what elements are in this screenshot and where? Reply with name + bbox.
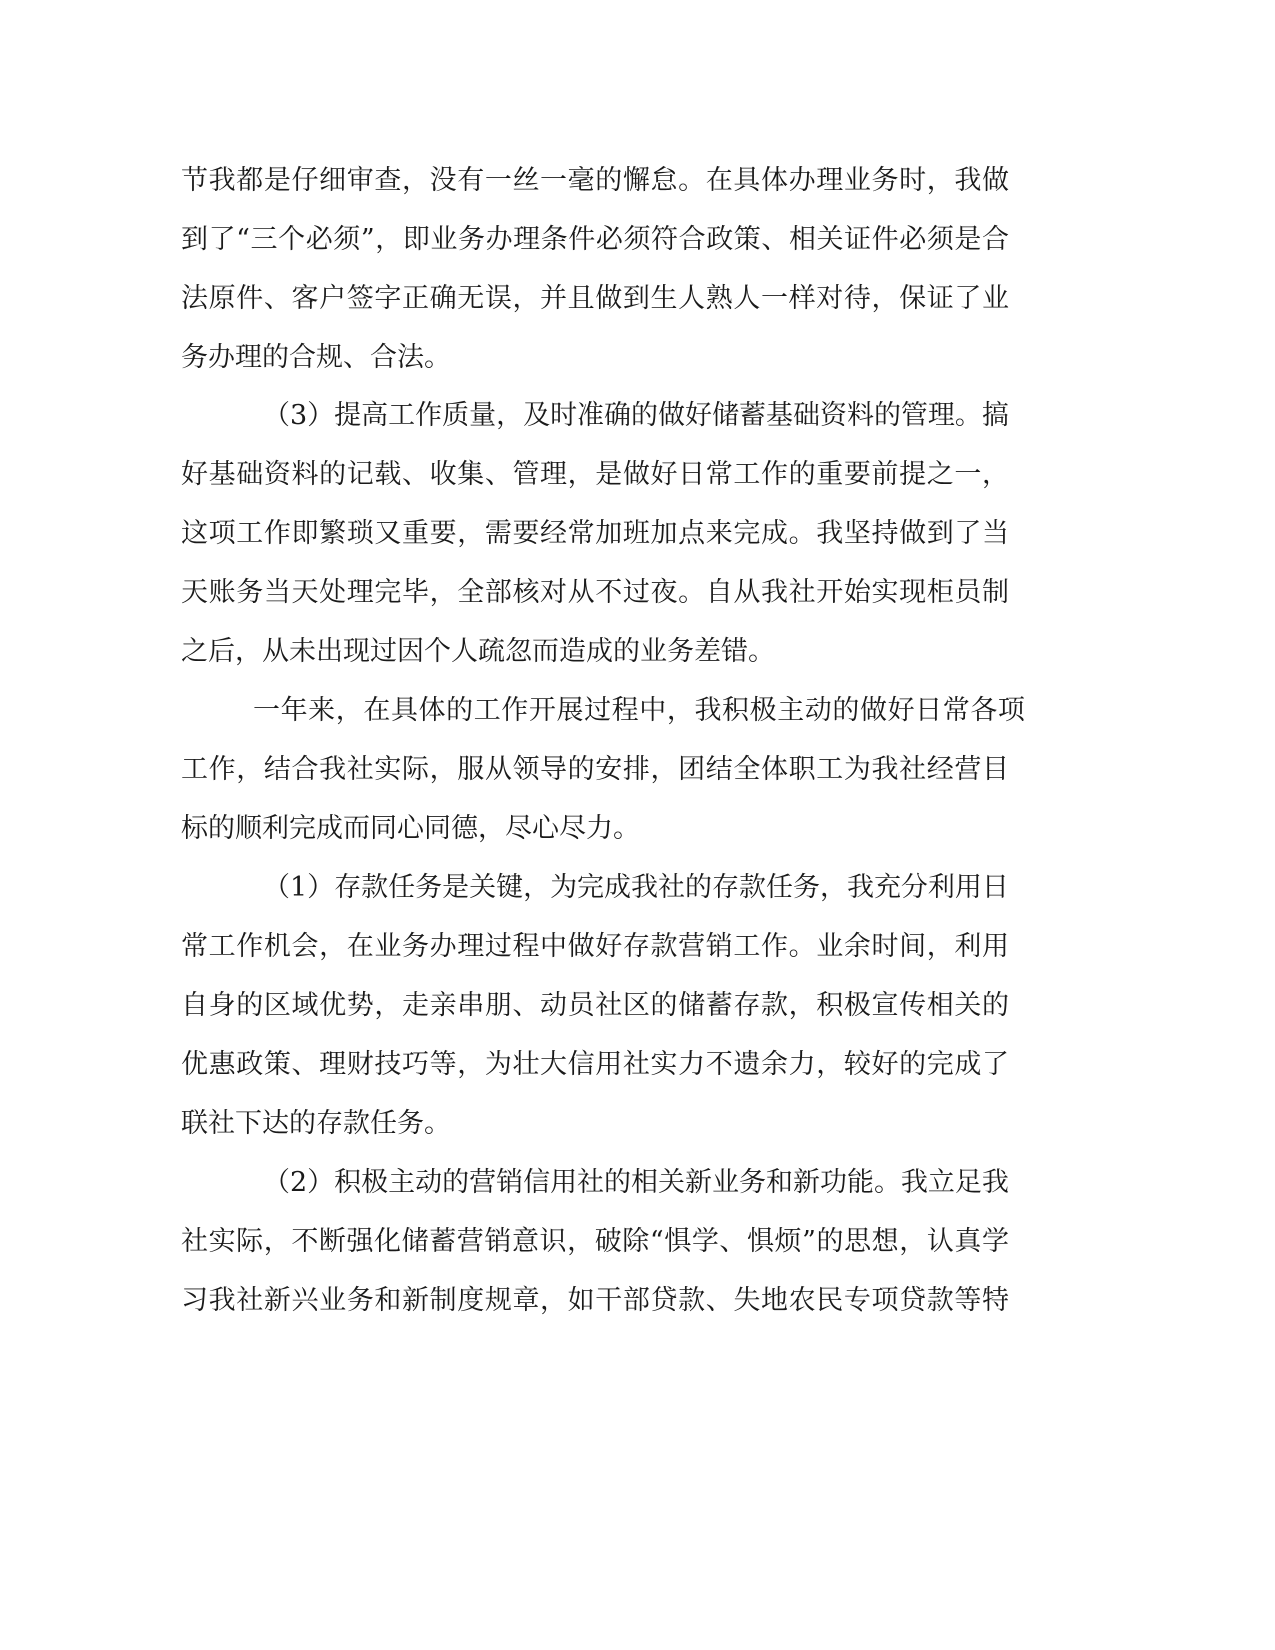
text-line: （2）积极主动的营销信用社的相关新业务和新功能。我立足我 [263,1167,1009,1198]
text-line: 习我社新兴业务和新制度规章，如干部贷款、失地农民专项贷款等特 [181,1285,1010,1316]
text-line: 法原件、客户签字正确无误，并且做到生人熟人一样对待，保证了业 [181,283,1010,314]
text-line: 工作，结合我社实际，服从领导的安排，团结全体职工为我社经营目 [181,754,1010,785]
text-line: 到了“三个必须”，即业务办理条件必须符合政策、相关证件必须是合 [181,224,1010,255]
text-line: 标的顺利完成而同心同德，尽心尽力。 [181,813,640,844]
text-line: 之后，从未出现过因个人疏忽而造成的业务差错。 [181,636,775,667]
text-line: 好基础资料的记载、收集、管理，是做好日常工作的重要前提之一， [181,459,1010,490]
text-line: 自身的区域优势，走亲串朋、动员社区的储蓄存款，积极宣传相关的 [181,990,1010,1021]
text-line: 这项工作即繁琐又重要，需要经常加班加点来完成。我坚持做到了当 [181,518,1010,549]
text-line: 社实际，不断强化储蓄营销意识，破除“惧学、惧烦”的思想，认真学 [181,1226,1010,1257]
text-line: 优惠政策、理财技巧等，为壮大信用社实力不遗余力，较好的完成了 [181,1049,1010,1080]
text-line: 节我都是仔细审查，没有一丝一毫的懈怠。在具体办理业务时，我做 [181,165,1010,196]
text-line: 天账务当天处理完毕，全部核对从不过夜。自从我社开始实现柜员制 [181,577,1010,608]
text-line: （3）提高工作质量，及时准确的做好储蓄基础资料的管理。搞 [263,400,1009,431]
text-line: 一年来，在具体的工作开展过程中，我积极主动的做好日常各项 [253,695,1026,726]
text-line: 务办理的合规、合法。 [181,342,451,373]
text-line: （1）存款任务是关键，为完成我社的存款任务，我充分利用日 [263,872,1009,903]
text-line: 常工作机会，在业务办理过程中做好存款营销工作。业余时间，利用 [181,931,1010,962]
text-line: 联社下达的存款任务。 [181,1108,451,1139]
